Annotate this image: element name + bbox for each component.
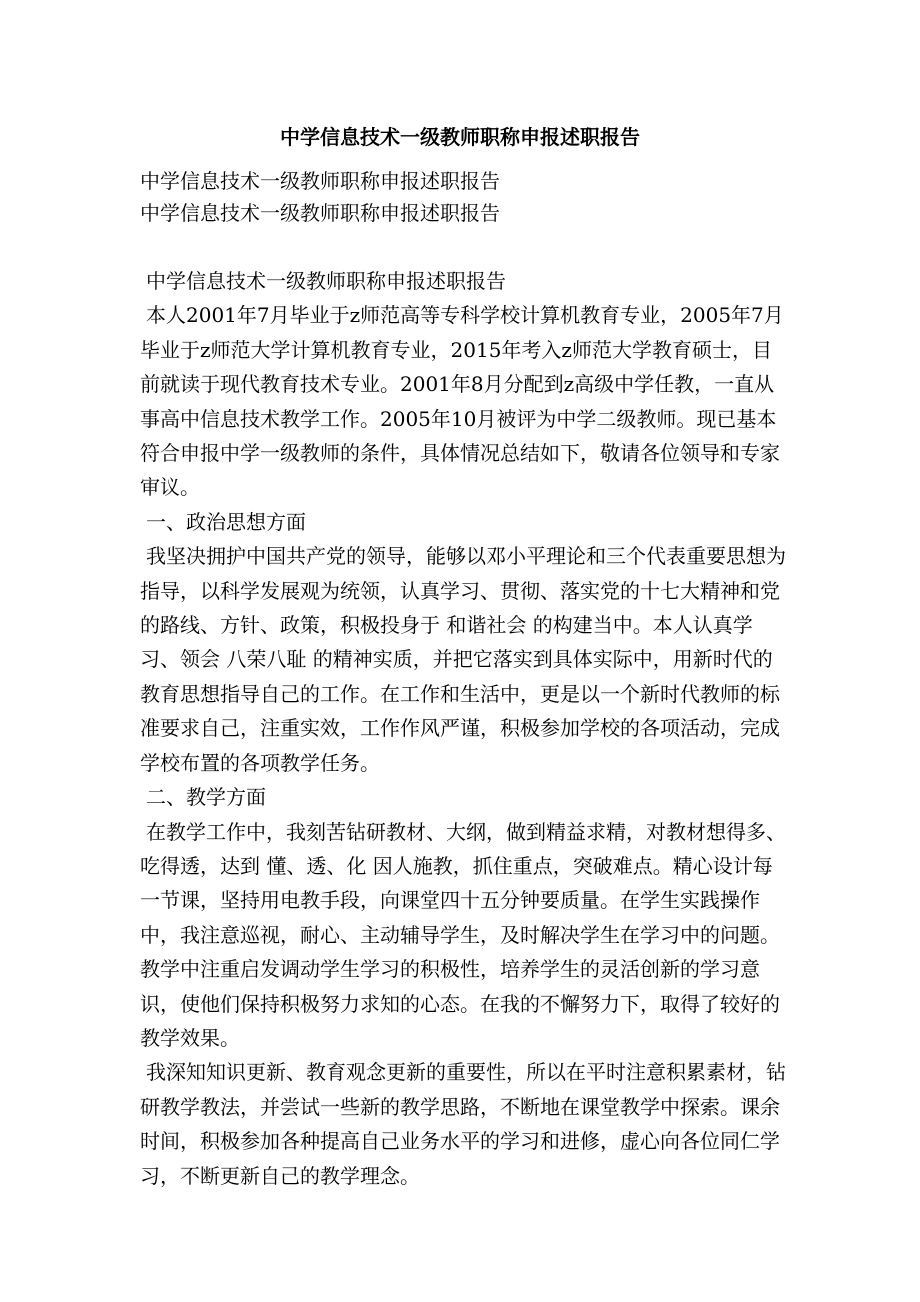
body-paragraph: 本人2001年7月毕业于z师范高等专科学校计算机教育专业，2005年7月毕业于z师范大学计算机教育专业，2015年考入z师范大学教育硕士，目前就读于现代教育技术专业。2001年8月分配到z高级中学任教，一直从事高中信息技术教学工作。2005年10月被评为中学二级教师。现已基本符合申报中学一级教师的条件，具体情况总结如下，敬请各位领导和专家审议。: [140, 303, 784, 500]
section-heading: 二、教学方面: [146, 785, 266, 810]
document-body: [140, 264, 790, 1193]
document-subtitle: 中学信息技术一级教师职称申报述职报告: [140, 169, 500, 193]
body-heading: 中学信息技术一级教师职称申报述职报告: [146, 269, 506, 293]
body-paragraph: 我坚决拥护中国共产党的领导，能够以邓小平理论和三个代表重要思想为指导，以科学发展观为统领，认真学习、贯彻、落实党的十七大精神和党的路线、方针、政策，积极投身于 和谐社会 的构建当中。本人认真学习、领会 八荣八耻 的精神实质，并把它落实到具体实际中，用新时代的教育思想指导自己的工作。在工作和生活中，更是以一个新时代教师的标准要求自己，注重实效，工作作风严谨，积极参加学校的各项活动，完成学校布置的各项教学任务。: [140, 544, 786, 775]
section-heading: 一、政治思想方面: [146, 509, 306, 534]
document-subtitle: 中学信息技术一级教师职称申报述职报告: [140, 201, 500, 225]
body-paragraph: 在教学工作中，我刻苦钻研教材、大纲，做到精益求精，对教材想得多、吃得透，达到 懂、透、化 因人施教，抓住重点，突破难点。精心设计每一节课，坚持用电教手段，向课堂四十五分钟要质量。在学生实践操作中，我注意巡视，耐心、主动辅导学生，及时解决学生在学习中的问题。教学中注重启发调动学生学习的积极性，培养学生的灵活创新的学习意识，使他们保持积极努力求知的心态。在我的不懈努力下，取得了较好的教学效果。: [140, 819, 786, 1050]
body-paragraph: 我深知知识更新、教育观念更新的重要性，所以在平时注意积累素材，钻研教学教法，并尝试一些新的教学思路，不断地在课堂教学中探索。课余时间，积极参加各种提高自己业务水平的学习和进修，虚心向各位同仁学习，不断更新自己的教学理念。: [140, 1060, 786, 1188]
document-title: 中学信息技术一级教师职称申报述职报告: [280, 125, 640, 149]
